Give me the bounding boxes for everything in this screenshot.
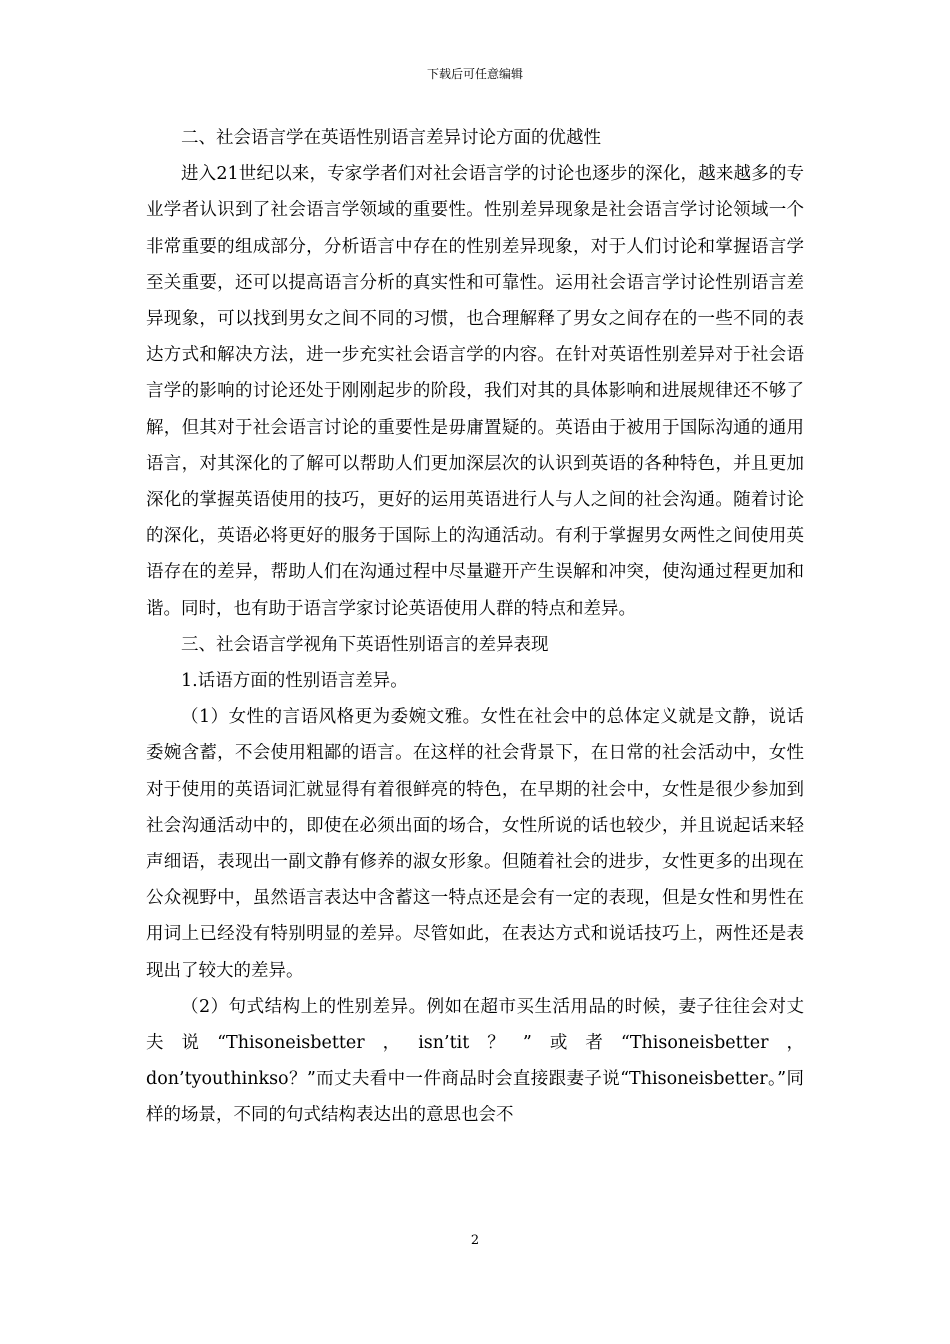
document-body	[146, 120, 804, 1134]
subsection-heading: 1.话语方面的性别语言差异。	[181, 671, 408, 692]
paragraph: （2）句式结构上的性别差异。例如在超市买生活用品的时候，妻子往往会对丈夫说“Thisoneisbetter，isn’tit？”或者“Thisoneisbetter，don’tyouthinkso？”而丈夫看中一件商品时会直接跟妻子说“Thisoneisbetter。”同样的场景，不同的句式结构表达出的意思也会不	[146, 996, 804, 1126]
section-heading: 二、社会语言学在英语性别语言差异讨论方面的优越性	[181, 128, 601, 148]
section-heading: 三、社会语言学视角下英语性别语言的差异表现	[181, 634, 549, 655]
paragraph: （1）女性的言语风格更为委婉文雅。女性在社会中的总体定义就是文静，说话委婉含蓄，不会使用粗鄙的语言。在这样的社会背景下，在日常的社会活动中，女性对于使用的英语词汇就显得有着很鲜亮的特色，在早期的社会中，女性是很少参加到社会沟通活动中的，即使在必须出面的场合，女性所说的话也较少，并且说起话来轻声细语，表现出一副文静有修养的淑女形象。但随着社会的进步，女性更多的出现在公众视野中，虽然语言表达中含蓄这一特点还是会有一定的表现，但是女性和男性在用词上已经没有特别明显的差异。尽管如此，在表达方式和说话技巧上，两性还是表现出了较大的差异。	[146, 707, 804, 981]
paragraph: 进入21世纪以来，专家学者们对社会语言学的讨论也逐步的深化，越来越多的专业学者认识到了社会语言学领域的重要性。性别差异现象是社会语言学讨论领域一个非常重要的组成部分，分析语言中存在的性别差异现象，对于人们讨论和掌握语言学至关重要，还可以提高语言分析的真实性和可靠性。运用社会语言学讨论性别语言差异现象，可以找到男女之间不同的习惯，也合理解释了男女之间存在的一些不同的表达方式和解决方法，进一步充实社会语言学的内容。在针对英语性别差异对于社会语言学的影响的讨论还处于刚刚起步的阶段，我们对其的具体影响和进展规律还不够了解，但其对于社会语言讨论的重要性是毋庸置疑的。英语由于被用于国际沟通的通用语言，对其深化的了解可以帮助人们更加深层次的认识到英语的各种特色，并且更加深化的掌握英语使用的技巧，更好的运用英语进行人与人之间的社会沟通。随着讨论的深化，英语必将更好的服务于国际上的沟通活动。有利于掌握男女两性之间使用英语存在的差异，帮助人们在沟通过程中尽量避开产生误解和冲突，使沟通过程更加和谐。同时，也有助于语言学家讨论英语使用人群的特点和差异。	[146, 164, 804, 619]
page-header: 下载后可任意编辑	[426, 67, 523, 81]
page-number: 2	[470, 1233, 480, 1248]
